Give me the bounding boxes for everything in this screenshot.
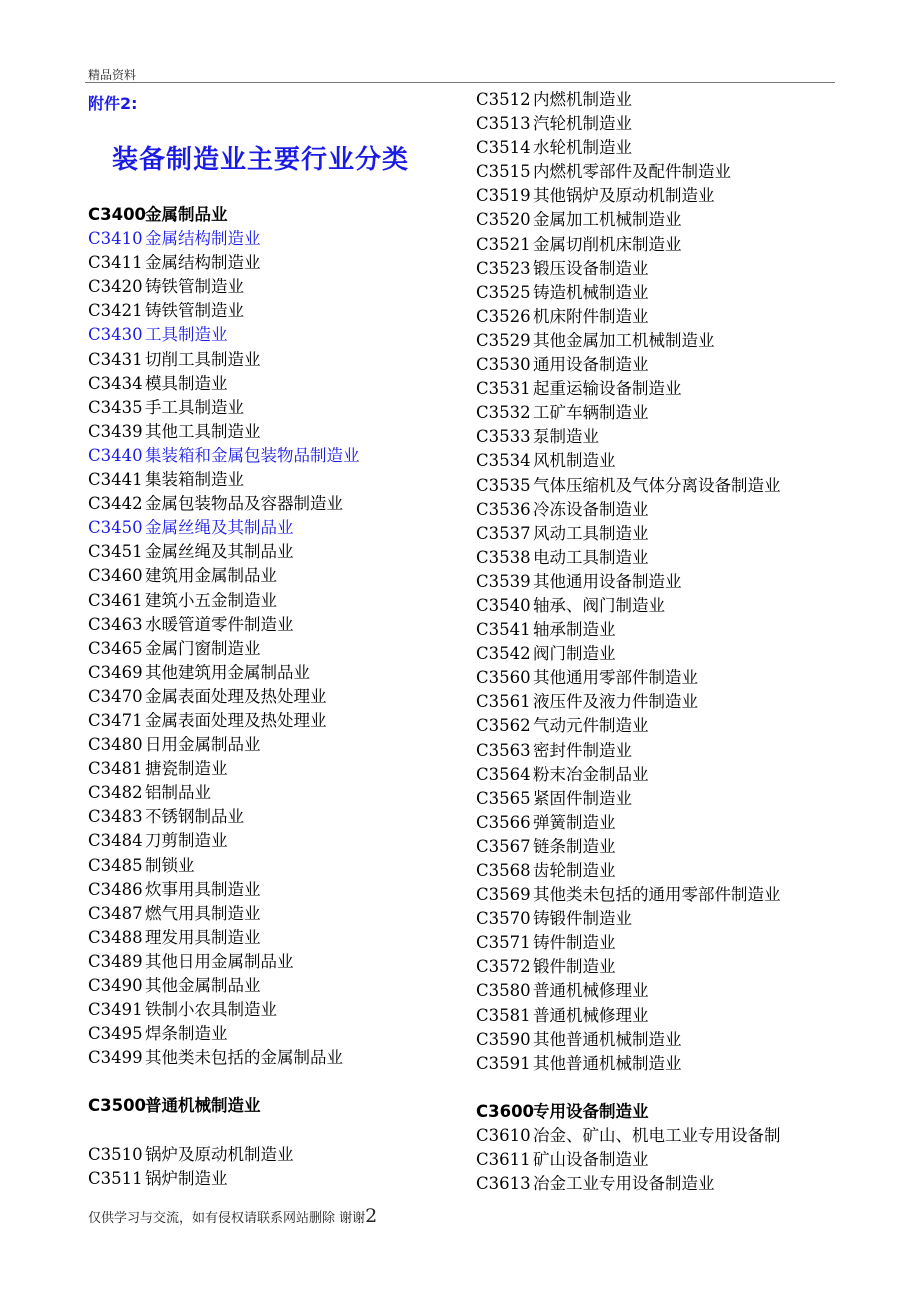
industry-code: C3480 bbox=[88, 735, 143, 755]
industry-item bbox=[88, 372, 360, 396]
industry-code: C3565 bbox=[476, 788, 531, 808]
industry-name: 其他类未包括的通用零部件制造业 bbox=[533, 885, 781, 905]
industry-name: 紧固件制造业 bbox=[533, 788, 632, 808]
industry-name: 金属加工机械制造业 bbox=[533, 210, 682, 230]
industry-code: C3533 bbox=[476, 427, 531, 447]
industry-name: 链条制造业 bbox=[533, 836, 616, 856]
industry-code: C3465 bbox=[88, 638, 143, 658]
industry-code: C3536 bbox=[476, 499, 531, 519]
industry-code: C3489 bbox=[88, 951, 143, 971]
industry-item bbox=[476, 955, 781, 979]
industry-code: C3532 bbox=[476, 403, 531, 423]
industry-item bbox=[476, 642, 781, 666]
industry-item bbox=[88, 902, 360, 926]
industry-item bbox=[88, 1167, 360, 1191]
industry-name: 金属丝绳及其制品业 bbox=[145, 518, 294, 538]
industry-name: 理发用具制造业 bbox=[145, 927, 261, 947]
industry-code: C3510 bbox=[88, 1144, 143, 1164]
industry-item bbox=[88, 998, 360, 1022]
industry-item bbox=[88, 468, 360, 492]
industry-code: C3572 bbox=[476, 957, 531, 977]
page-number: 2 bbox=[365, 1205, 378, 1227]
industry-item bbox=[88, 829, 360, 853]
industry-item bbox=[476, 1052, 781, 1076]
industry-name: 其他通用设备制造业 bbox=[533, 571, 682, 591]
industry-item bbox=[88, 878, 360, 902]
industry-name: 日用金属制品业 bbox=[145, 735, 261, 755]
industry-name: 齿轮制造业 bbox=[533, 861, 616, 880]
industry-item bbox=[476, 425, 781, 449]
industry-code: C3540 bbox=[476, 595, 531, 615]
industry-code: C3537 bbox=[476, 523, 531, 543]
industry-name: 普通机械制造业 bbox=[145, 1096, 261, 1116]
industry-name: 金属包装物品及容器制造业 bbox=[145, 494, 343, 514]
industry-code: C3499 bbox=[88, 1048, 143, 1068]
industry-item bbox=[476, 353, 781, 377]
industry-name: 密封件制造业 bbox=[533, 740, 632, 760]
industry-code: C3571 bbox=[476, 933, 531, 953]
industry-code: C3430 bbox=[88, 325, 143, 345]
industry-code: C3484 bbox=[88, 831, 143, 851]
industry-name: 水暖管道零件制造业 bbox=[145, 614, 294, 634]
industry-name: 铝制品业 bbox=[145, 783, 211, 803]
industry-code: C3481 bbox=[88, 759, 143, 779]
industry-name: 水轮机制造业 bbox=[533, 138, 632, 158]
industry-name: 搪瓷制造业 bbox=[145, 759, 228, 779]
industry-code: C3500 bbox=[88, 1096, 147, 1116]
industry-item bbox=[476, 305, 781, 329]
industry-name: 起重运输设备制造业 bbox=[533, 379, 682, 399]
industry-item bbox=[476, 1028, 781, 1052]
industry-code: C3434 bbox=[88, 373, 143, 393]
industry-item bbox=[476, 835, 781, 859]
industry-name: 其他工具制造业 bbox=[145, 421, 261, 441]
industry-name: 金属门窗制造业 bbox=[145, 638, 261, 658]
footer-text: 仅供学习与交流，如有侵权请联系网站删除 谢谢 bbox=[88, 1211, 366, 1226]
industry-item bbox=[88, 854, 360, 878]
industry-name: 切削工具制造业 bbox=[145, 349, 261, 369]
industry-code: C3535 bbox=[476, 475, 531, 495]
industry-item bbox=[476, 811, 781, 835]
industry-code: C3600 bbox=[476, 1101, 535, 1121]
industry-code: C3495 bbox=[88, 1024, 143, 1044]
industry-code: C3566 bbox=[476, 812, 531, 832]
industry-item bbox=[476, 474, 781, 498]
industry-code: C3440 bbox=[88, 445, 143, 465]
industry-name: 冶金、矿山、机电工业专用设备制 bbox=[533, 1126, 781, 1146]
industry-item bbox=[476, 112, 781, 136]
industry-name: 制锁业 bbox=[145, 855, 195, 875]
industry-item bbox=[476, 522, 781, 546]
industry-item bbox=[88, 420, 360, 444]
industry-code: C3613 bbox=[476, 1174, 531, 1194]
industry-name: 燃气用具制造业 bbox=[145, 903, 261, 923]
industry-name: 建筑用金属制品业 bbox=[145, 566, 277, 586]
industry-item bbox=[88, 203, 360, 227]
industry-code: C3461 bbox=[88, 590, 143, 610]
industry-name: 金属表面处理及热处理业 bbox=[145, 686, 327, 706]
industry-item bbox=[88, 348, 360, 372]
industry-item bbox=[88, 1143, 360, 1167]
industry-code: C3542 bbox=[476, 644, 531, 664]
spacer bbox=[88, 1070, 360, 1094]
industry-item bbox=[88, 492, 360, 516]
industry-name: 不锈钢制品业 bbox=[145, 807, 244, 827]
industry-code: C3513 bbox=[476, 114, 531, 134]
industry-name: 冶金工业专用设备制造业 bbox=[533, 1174, 715, 1194]
industry-item bbox=[88, 805, 360, 829]
industry-item bbox=[88, 396, 360, 420]
industry-name: 其他金属制品业 bbox=[145, 976, 261, 995]
industry-name: 金属切削机床制造业 bbox=[533, 234, 682, 254]
industry-item bbox=[88, 974, 360, 998]
industry-name: 铸件制造业 bbox=[533, 933, 616, 953]
industry-name: 通用设备制造业 bbox=[533, 355, 649, 375]
industry-name: 汽轮机制造业 bbox=[533, 114, 632, 134]
industry-name: 模具制造业 bbox=[145, 373, 228, 393]
spacer bbox=[88, 1119, 360, 1143]
industry-code: C3570 bbox=[476, 909, 531, 929]
industry-code: C3490 bbox=[88, 976, 143, 995]
industry-item bbox=[476, 1124, 781, 1148]
industry-code: C3486 bbox=[88, 879, 143, 899]
industry-item bbox=[88, 516, 360, 540]
industry-name: 金属结构制造业 bbox=[145, 253, 261, 273]
industry-code: C3487 bbox=[88, 903, 143, 923]
industry-item bbox=[476, 787, 781, 811]
industry-code: C3431 bbox=[88, 349, 143, 369]
industry-name: 冷冻设备制造业 bbox=[533, 499, 649, 519]
industry-item bbox=[88, 733, 360, 757]
industry-item bbox=[476, 449, 781, 473]
industry-code: C3563 bbox=[476, 740, 531, 760]
industry-code: C3529 bbox=[476, 330, 531, 350]
industry-item bbox=[88, 589, 360, 613]
industry-name: 气体压缩机及气体分离设备制造业 bbox=[533, 475, 781, 495]
attachment-label: 附件2: bbox=[88, 94, 138, 113]
industry-code: C3568 bbox=[476, 861, 531, 880]
industry-name: 其他类未包括的金属制品业 bbox=[145, 1048, 343, 1068]
industry-item bbox=[476, 208, 781, 232]
industry-item bbox=[88, 637, 360, 661]
industry-name: 风动工具制造业 bbox=[533, 523, 649, 543]
industry-code: C3483 bbox=[88, 807, 143, 827]
industry-code: C3539 bbox=[476, 571, 531, 591]
industry-name: 风机制造业 bbox=[533, 451, 616, 471]
industry-item bbox=[476, 883, 781, 907]
industry-code: C3534 bbox=[476, 451, 531, 471]
industry-item bbox=[476, 690, 781, 714]
industry-item bbox=[476, 594, 781, 618]
industry-name: 矿山设备制造业 bbox=[533, 1150, 649, 1170]
industry-item bbox=[88, 299, 360, 323]
industry-code: C3526 bbox=[476, 306, 531, 326]
industry-code: C3562 bbox=[476, 716, 531, 736]
industry-item bbox=[476, 233, 781, 257]
industry-name: 工具制造业 bbox=[145, 325, 228, 345]
industry-item bbox=[88, 781, 360, 805]
industry-code: C3514 bbox=[476, 138, 531, 158]
industry-name: 普通机械修理业 bbox=[533, 981, 649, 1001]
industry-item bbox=[88, 757, 360, 781]
footer bbox=[88, 1205, 377, 1227]
industry-item bbox=[88, 1046, 360, 1070]
industry-code: C3411 bbox=[88, 253, 143, 273]
industry-name: 建筑小五金制造业 bbox=[145, 590, 277, 610]
industry-code: C3435 bbox=[88, 397, 143, 417]
industry-item bbox=[476, 1100, 781, 1124]
industry-item bbox=[476, 329, 781, 353]
industry-code: C3451 bbox=[88, 542, 143, 562]
industry-item bbox=[476, 1148, 781, 1172]
industry-item bbox=[476, 257, 781, 281]
industry-item bbox=[476, 570, 781, 594]
industry-item bbox=[88, 564, 360, 588]
industry-item bbox=[476, 979, 781, 1003]
industry-name: 其他金属加工机械制造业 bbox=[533, 330, 715, 350]
industry-code: C3400 bbox=[88, 205, 147, 224]
industry-item bbox=[88, 540, 360, 564]
industry-code: C3519 bbox=[476, 186, 531, 206]
header-label: 精品资料 bbox=[88, 68, 137, 82]
industry-code: C3580 bbox=[476, 981, 531, 1001]
industry-item bbox=[88, 926, 360, 950]
industry-code: C3491 bbox=[88, 1000, 143, 1020]
industry-code: C3525 bbox=[476, 282, 531, 302]
industry-item bbox=[476, 498, 781, 522]
industry-code: C3521 bbox=[476, 234, 531, 254]
spacer bbox=[476, 1076, 781, 1100]
industry-name: 刀剪制造业 bbox=[145, 831, 228, 851]
industry-name: 铁制小农具制造业 bbox=[145, 1000, 277, 1020]
industry-name: 专用设备制造业 bbox=[533, 1101, 649, 1121]
industry-name: 集装箱和金属包装物品制造业 bbox=[145, 445, 360, 465]
industry-item bbox=[476, 739, 781, 763]
industry-name: 铸铁管制造业 bbox=[145, 301, 244, 321]
industry-item bbox=[476, 666, 781, 690]
industry-name: 泵制造业 bbox=[533, 427, 599, 447]
industry-code: C3560 bbox=[476, 668, 531, 688]
industry-code: C3538 bbox=[476, 547, 531, 567]
industry-code: C3591 bbox=[476, 1053, 531, 1073]
industry-code: C3441 bbox=[88, 470, 143, 490]
industry-name: 粉末冶金制品业 bbox=[533, 764, 649, 784]
industry-name: 铸铁管制造业 bbox=[145, 277, 244, 297]
industry-code: C3439 bbox=[88, 421, 143, 441]
industry-item bbox=[476, 907, 781, 931]
industry-code: C3450 bbox=[88, 518, 143, 538]
industry-item bbox=[88, 709, 360, 733]
industry-item bbox=[476, 184, 781, 208]
industry-item bbox=[476, 160, 781, 184]
industry-item bbox=[476, 136, 781, 160]
industry-code: C3531 bbox=[476, 379, 531, 399]
industry-code: C3482 bbox=[88, 783, 143, 803]
right-column bbox=[476, 88, 781, 1196]
industry-code: C3610 bbox=[476, 1126, 531, 1146]
industry-name: 液压件及液力件制造业 bbox=[533, 692, 698, 712]
industry-name: 锻压设备制造业 bbox=[533, 258, 649, 278]
industry-name: 锅炉及原动机制造业 bbox=[145, 1144, 294, 1164]
left-column bbox=[88, 203, 360, 1191]
industry-name: 金属制品业 bbox=[145, 205, 228, 224]
industry-code: C3463 bbox=[88, 614, 143, 634]
industry-code: C3590 bbox=[476, 1029, 531, 1049]
industry-code: C3581 bbox=[476, 1005, 531, 1025]
industry-name: 炊事用具制造业 bbox=[145, 879, 261, 899]
industry-name: 轴承、阀门制造业 bbox=[533, 595, 665, 615]
industry-name: 铸造机械制造业 bbox=[533, 282, 649, 302]
industry-name: 轴承制造业 bbox=[533, 620, 616, 640]
industry-code: C3469 bbox=[88, 662, 143, 682]
industry-item bbox=[476, 546, 781, 570]
industry-code: C3485 bbox=[88, 855, 143, 875]
industry-code: C3611 bbox=[476, 1150, 531, 1170]
industry-code: C3420 bbox=[88, 277, 143, 297]
industry-item bbox=[88, 444, 360, 468]
industry-code: C3530 bbox=[476, 355, 531, 375]
industry-name: 弹簧制造业 bbox=[533, 812, 616, 832]
industry-item bbox=[88, 251, 360, 275]
industry-name: 锅炉制造业 bbox=[145, 1168, 228, 1188]
industry-name: 集装箱制造业 bbox=[145, 470, 244, 490]
industry-name: 其他建筑用金属制品业 bbox=[145, 662, 310, 682]
industry-code: C3564 bbox=[476, 764, 531, 784]
industry-code: C3515 bbox=[476, 162, 531, 182]
industry-code: C3567 bbox=[476, 836, 531, 856]
industry-code: C3523 bbox=[476, 258, 531, 278]
industry-name: 普通机械修理业 bbox=[533, 1005, 649, 1025]
industry-name: 手工具制造业 bbox=[145, 397, 244, 417]
industry-name: 其他锅炉及原动机制造业 bbox=[533, 186, 715, 206]
industry-item bbox=[476, 377, 781, 401]
industry-item bbox=[88, 323, 360, 347]
industry-item bbox=[88, 227, 360, 251]
industry-name: 内燃机制造业 bbox=[533, 90, 632, 109]
industry-name: 内燃机零部件及配件制造业 bbox=[533, 162, 731, 182]
industry-code: C3511 bbox=[88, 1168, 143, 1188]
industry-code: C3421 bbox=[88, 301, 143, 321]
industry-item bbox=[476, 859, 781, 883]
industry-name: 阀门制造业 bbox=[533, 644, 616, 664]
industry-item bbox=[88, 275, 360, 299]
industry-item bbox=[88, 950, 360, 974]
industry-name: 气动元件制造业 bbox=[533, 716, 649, 736]
industry-item bbox=[476, 1172, 781, 1196]
industry-item bbox=[476, 763, 781, 787]
industry-item bbox=[88, 1022, 360, 1046]
industry-code: C3541 bbox=[476, 620, 531, 640]
industry-name: 其他普通机械制造业 bbox=[533, 1029, 682, 1049]
industry-item bbox=[476, 281, 781, 305]
industry-name: 金属丝绳及其制品业 bbox=[145, 542, 294, 562]
industry-name: 其他普通机械制造业 bbox=[533, 1053, 682, 1073]
industry-name: 机床附件制造业 bbox=[533, 306, 649, 326]
industry-code: C3470 bbox=[88, 686, 143, 706]
industry-code: C3561 bbox=[476, 692, 531, 712]
industry-code: C3442 bbox=[88, 494, 143, 514]
industry-item bbox=[476, 714, 781, 738]
industry-item bbox=[476, 1004, 781, 1028]
header-rule bbox=[85, 82, 835, 83]
industry-item bbox=[476, 931, 781, 955]
industry-item bbox=[476, 618, 781, 642]
industry-name: 电动工具制造业 bbox=[533, 547, 649, 567]
industry-name: 金属表面处理及热处理业 bbox=[145, 710, 327, 730]
industry-name: 铸锻件制造业 bbox=[533, 909, 632, 929]
industry-code: C3569 bbox=[476, 885, 531, 905]
industry-name: 工矿车辆制造业 bbox=[533, 403, 649, 423]
industry-name: 其他通用零部件制造业 bbox=[533, 668, 698, 688]
industry-code: C3512 bbox=[476, 90, 531, 109]
industry-code: C3520 bbox=[476, 210, 531, 230]
industry-code: C3488 bbox=[88, 927, 143, 947]
page-title: 装备制造业主要行业分类 bbox=[112, 145, 410, 175]
industry-name: 锻件制造业 bbox=[533, 957, 616, 977]
industry-item bbox=[88, 613, 360, 637]
industry-item bbox=[476, 88, 781, 112]
industry-item bbox=[476, 401, 781, 425]
industry-item bbox=[88, 1094, 360, 1118]
industry-name: 其他日用金属制品业 bbox=[145, 951, 294, 971]
industry-item bbox=[88, 661, 360, 685]
industry-code: C3410 bbox=[88, 229, 143, 249]
industry-code: C3471 bbox=[88, 710, 143, 730]
industry-name: 金属结构制造业 bbox=[145, 229, 261, 249]
industry-code: C3460 bbox=[88, 566, 143, 586]
industry-item bbox=[88, 685, 360, 709]
industry-name: 焊条制造业 bbox=[145, 1024, 228, 1044]
